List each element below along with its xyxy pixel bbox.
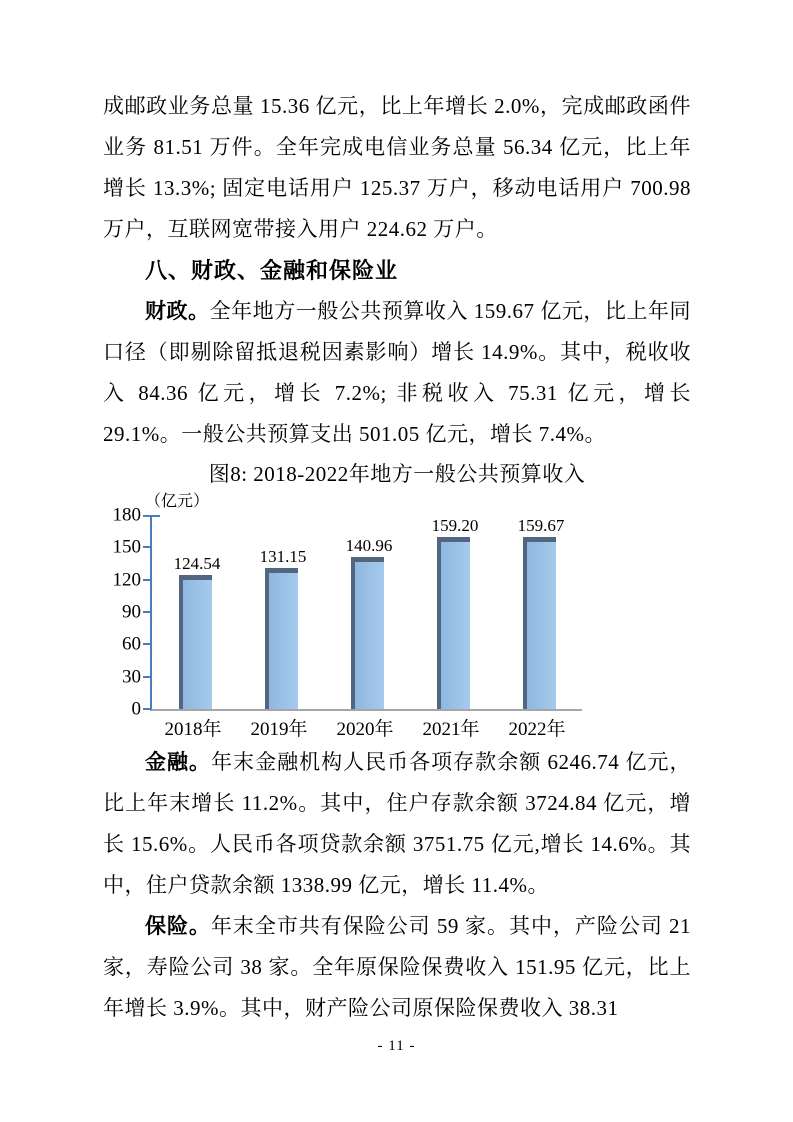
y-tick-label: 150 bbox=[112, 536, 141, 558]
chart-row bbox=[106, 504, 691, 720]
y-tick-mark bbox=[143, 708, 150, 710]
bar-slot bbox=[324, 515, 410, 709]
paragraph-insurance bbox=[103, 906, 691, 1029]
bar-slot bbox=[238, 515, 324, 709]
bar-value-label: 159.20 bbox=[431, 516, 479, 536]
paragraph-finance bbox=[103, 742, 691, 906]
y-tick-mark bbox=[143, 643, 150, 645]
bar-value-label: 124.54 bbox=[173, 553, 221, 573]
y-tick-label: 180 bbox=[112, 504, 141, 526]
bar bbox=[517, 515, 565, 709]
bar bbox=[259, 546, 307, 709]
chart-title: 图8: 2018-2022年地方一般公共预算收入 bbox=[208, 462, 586, 486]
paragraph-text: 年末全市共有保险公司 59 家。其中，产险公司 21 家，寿险公司 38 家。全年原保险保费收入 151.95 亿元，比上年增长 3.9%。其中，财产险公司原保险保费收入 38.31 bbox=[103, 914, 692, 1020]
bar-slot bbox=[410, 515, 496, 709]
figure-8-bar-chart bbox=[103, 459, 691, 742]
chart-unit-label: （亿元） bbox=[145, 493, 210, 510]
bar-slot bbox=[496, 515, 582, 709]
bar-value-label: 131.15 bbox=[259, 546, 307, 566]
y-tick-label: 30 bbox=[122, 666, 141, 688]
x-axis-labels bbox=[150, 718, 580, 742]
y-tick-label: 120 bbox=[112, 569, 141, 591]
page-content bbox=[103, 86, 691, 1029]
bars bbox=[152, 515, 582, 709]
bar bbox=[431, 516, 479, 709]
x-tick-label: 2022年 bbox=[508, 719, 566, 740]
y-tick-mark bbox=[143, 611, 150, 613]
y-tick-label: 0 bbox=[131, 698, 141, 720]
bar bbox=[173, 553, 221, 709]
plot-area bbox=[150, 515, 582, 711]
y-tick-label: 60 bbox=[122, 633, 141, 655]
bar-value-label: 159.67 bbox=[517, 515, 565, 535]
bar bbox=[345, 536, 393, 709]
y-tick-mark bbox=[143, 546, 150, 548]
paragraph-text: 成邮政业务总量 15.36 亿元，比上年增长 2.0%，完成邮政函件业务 81.51 万件。全年完成电信业务总量 56.34 亿元，比上年增长 13.3%; 固定电话用户 125.37 万户，移动电话用户 700.98 万户，互联网宽带接入用户 224.62 万户。 bbox=[103, 94, 691, 241]
paragraph-text: 全年地方一般公共预算收入 159.67 亿元，比上年同口径（即剔除留抵退税因素影响）增长 14.9%。其中，税收收入 84.36 亿元，增长 7.2%; 非税收入 75.31 亿元，增长 29.1%。一般公共预算支出 501.05 亿元，增长 7.4%。 bbox=[103, 299, 692, 446]
y-tick-mark bbox=[143, 676, 150, 678]
x-tick-label: 2021年 bbox=[422, 719, 480, 740]
paragraph-postal-telecom bbox=[103, 86, 691, 250]
section-heading-finance: 八、财政、金融和保险业 bbox=[145, 258, 399, 283]
page-number: - 11 - bbox=[377, 1038, 416, 1054]
bar-slot bbox=[152, 515, 238, 709]
paragraph-lead-fiscal: 财政。 bbox=[145, 300, 210, 323]
y-tick-mark bbox=[143, 579, 150, 581]
bar-value-label: 140.96 bbox=[345, 536, 393, 556]
paragraph-lead-insurance: 保险。 bbox=[145, 915, 211, 938]
paragraph-fiscal bbox=[103, 291, 691, 455]
paragraph-text: 年末金融机构人民币各项存款余额 6246.74 亿元，比上年末增长 11.2%。其中，住户存款余额 3724.84 亿元，增长 15.6%。人民币各项贷款余额 3751.75 亿元,增长 14.6%。其中，住户贷款余额 1338.99 亿元，增长 11.4%。 bbox=[103, 750, 692, 897]
x-tick-label: 2018年 bbox=[164, 719, 222, 740]
x-tick-label: 2019年 bbox=[250, 719, 308, 740]
paragraph-lead-finance: 金融。 bbox=[145, 751, 212, 774]
y-tick-mark bbox=[143, 515, 150, 517]
y-tick-label: 90 bbox=[122, 601, 141, 623]
x-tick-label: 2020年 bbox=[336, 719, 394, 740]
